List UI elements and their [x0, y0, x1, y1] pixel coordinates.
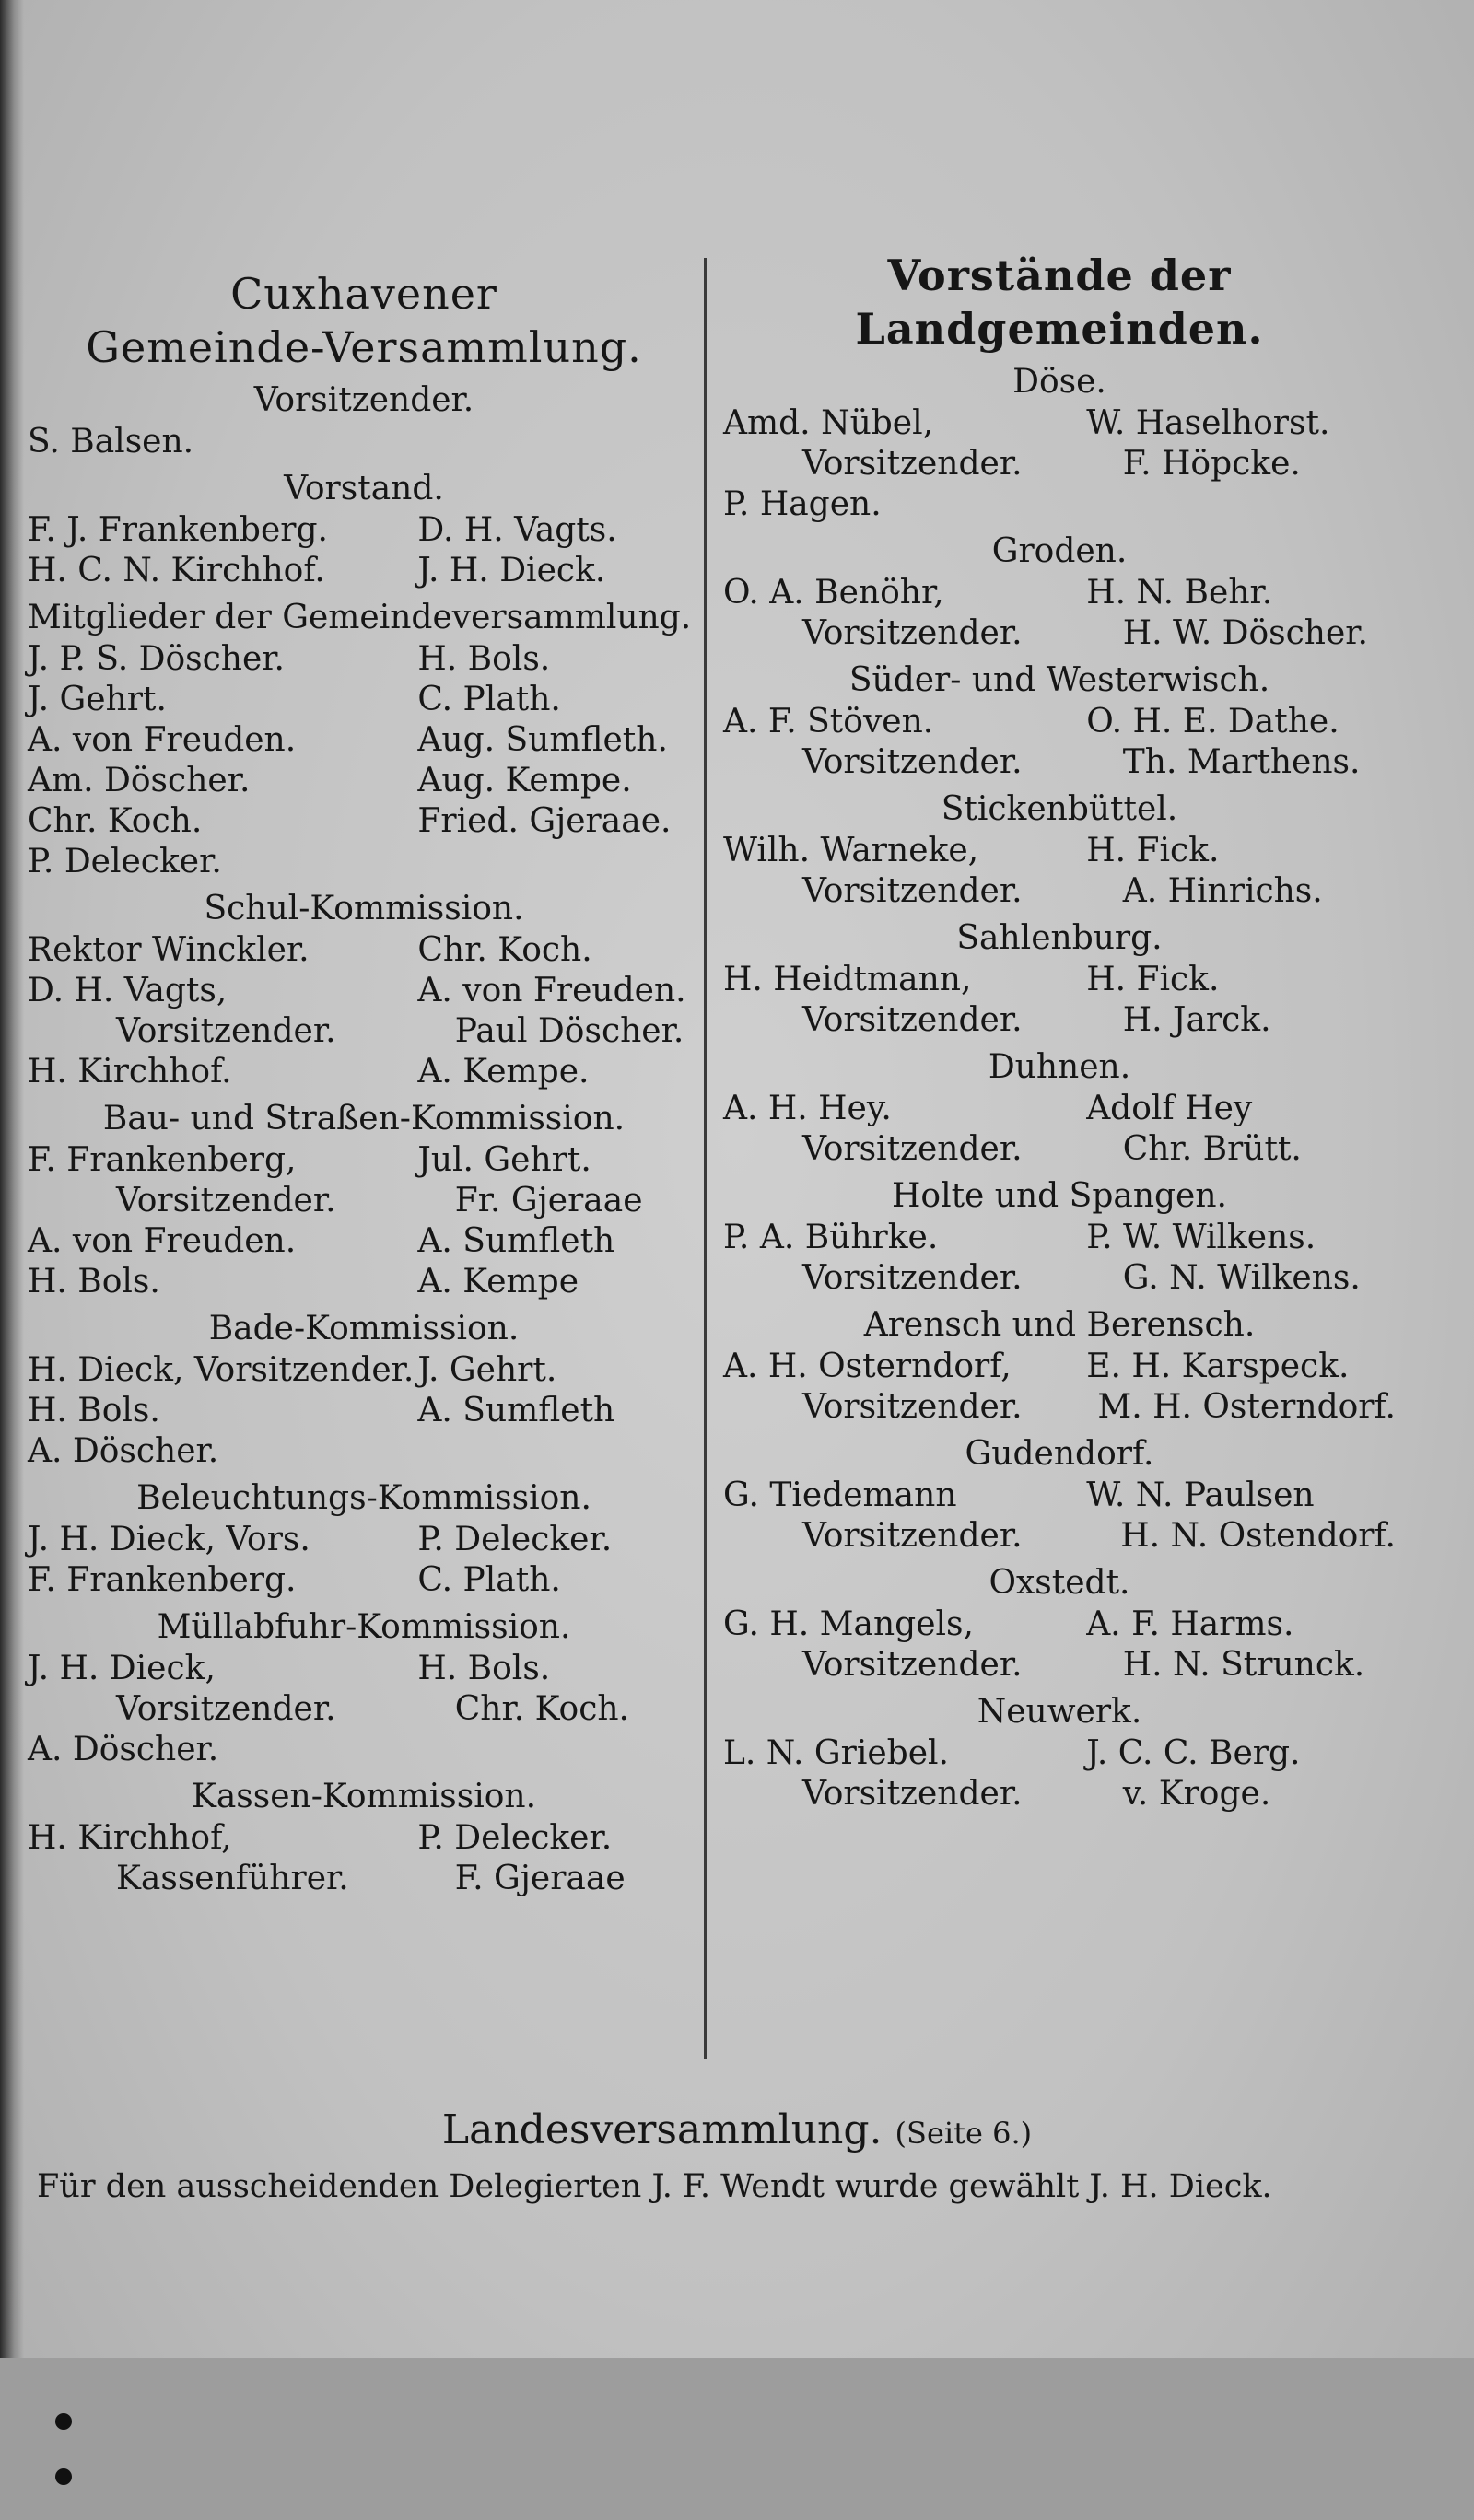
commission-row: A. von Freuden. A. Sumfleth [28, 1222, 615, 1260]
landes-title: Landesversammlung. [441, 2106, 883, 2153]
section-heading: Groden. [991, 532, 1128, 570]
board-member-row [723, 1089, 1396, 1129]
member-name: J. C. C. Berg. [1086, 1734, 1301, 1772]
member-name: Vorsitzender. [802, 1646, 1023, 1684]
member-name: P. Hagen. [723, 485, 882, 523]
section-heading: Oxstedt. [989, 1564, 1130, 1602]
board-member-row [723, 403, 1396, 444]
schul-heading: Schul-Kommission. [204, 890, 524, 928]
commission-row: Vorsitzender. Paul Döscher. [116, 1012, 684, 1050]
page-bottom-margin [0, 2358, 1474, 2520]
council-subtitle: Gemeinde-Versammlung. [86, 322, 642, 372]
commission-row: H. Bols. A. Sumfleth [28, 1392, 615, 1429]
member-name: Amd. Nübel, [723, 404, 934, 442]
member-name: Vorsitzender. [802, 1130, 1023, 1168]
landes-page-ref: (Seite 6.) [895, 2116, 1033, 2151]
member-row: Chr. Koch. Fried. Gjeraae. [28, 802, 672, 840]
section-heading: Döse. [1012, 363, 1106, 401]
section-heading: Gudendorf. [965, 1435, 1154, 1473]
kassen-heading: Kassen-Kommission. [191, 1778, 537, 1815]
commission-row: H. Dieck, Vorsitzender. J. Gehrt. [28, 1351, 557, 1389]
board-member-row [723, 1000, 1396, 1041]
commission-row: Kassenführer. F. Gjeraae [116, 1860, 626, 1897]
member-row: J. Gehrt. C. Plath. [28, 681, 561, 718]
bau-heading: Bau- und Straßen-Kommission. [102, 1100, 626, 1138]
member-name: Vorsitzender. [802, 1259, 1023, 1297]
section-heading: Stickenbüttel. [941, 790, 1178, 828]
member-name: O. H. E. Dathe. [1086, 703, 1339, 741]
bade-heading: Bade-Kommission. [208, 1310, 520, 1348]
commission-row: H. Kirchhof. A. Kempe. [28, 1053, 590, 1091]
board-member-row [723, 1733, 1396, 1774]
member-name: W. N. Paulsen [1086, 1476, 1315, 1514]
board-member-row [723, 1516, 1396, 1557]
member-name: A. H. Hey. [723, 1090, 892, 1127]
member-name: H. N. Behr. [1086, 574, 1273, 612]
section-heading: Duhnen. [988, 1048, 1131, 1086]
member-name: Vorsitzender. [802, 445, 1023, 483]
council-title: Cuxhavener [230, 269, 497, 319]
board-member-row [723, 444, 1396, 484]
commission-row: Vorsitzender. Chr. Koch. [116, 1690, 629, 1728]
member-name: H. N. Ostendorf. [1120, 1517, 1396, 1555]
board-member-row [723, 1476, 1396, 1516]
member-name: G. Tiedemann [723, 1476, 957, 1514]
section-heading: Holte und Spangen. [892, 1177, 1227, 1215]
member-name: O. A. Benöhr, [723, 574, 944, 612]
board-member-row [723, 1218, 1396, 1258]
members-heading: Mitglieder der Gemeindeversammlung. [28, 599, 692, 636]
member-name: A. Hinrichs. [1122, 872, 1323, 910]
member-name: E. H. Karspeck. [1086, 1348, 1350, 1385]
member-name: H. Fick. [1086, 961, 1220, 998]
section-heading: Arensch und Berensch. [863, 1306, 1256, 1344]
landes-heading-line [0, 2105, 1474, 2159]
board-member-row [723, 871, 1396, 912]
board-member-row [723, 1774, 1396, 1814]
member-name: Vorsitzender. [802, 1517, 1023, 1555]
section-heading: Sahlenburg. [956, 919, 1163, 957]
board-member-row [723, 1645, 1396, 1686]
member-name: H. Fick. [1086, 832, 1220, 869]
member-name: G. H. Mangels, [723, 1605, 974, 1643]
board-member-row [723, 613, 1396, 654]
member-name: Vorsitzender. [802, 743, 1023, 781]
member-name: H. W. Döscher. [1122, 614, 1368, 652]
board-member-row [723, 1604, 1396, 1645]
board-member-row [723, 1129, 1396, 1170]
muell-heading: Müllabfuhr-Kommission. [157, 1608, 571, 1646]
member-name: A. H. Osterndorf, [723, 1348, 1012, 1385]
punch-hole-icon [55, 2468, 72, 2485]
commission-row: J. H. Dieck, H. Bols. [28, 1650, 551, 1687]
board-heading: Vorstand. [284, 470, 444, 508]
commission-row: D. H. Vagts, A. von Freuden. [28, 972, 686, 1009]
left-column [28, 267, 700, 1899]
member-row: J. P. S. Döscher. H. Bols. [28, 640, 551, 678]
member-name: Vorsitzender. [802, 1775, 1023, 1813]
member-row: P. Delecker. [28, 843, 222, 881]
commission-row: H. Kirchhof, P. Delecker. [28, 1819, 613, 1857]
chair-name: S. Balsen. [28, 423, 194, 461]
commission-row: Vorsitzender. Fr. Gjeraae [116, 1182, 643, 1219]
board-member-row [723, 573, 1396, 613]
member-name: H. N. Strunck. [1122, 1646, 1365, 1684]
board-member-row [723, 960, 1396, 1000]
chair-heading: Vorsitzender. [253, 381, 474, 419]
member-name: Chr. Brütt. [1122, 1130, 1302, 1168]
section-heading: Neuwerk. [977, 1693, 1142, 1731]
commission-row: J. H. Dieck, Vors. P. Delecker. [28, 1521, 613, 1558]
member-name: Vorsitzender. [802, 1388, 1023, 1426]
commission-row: H. Bols. A. Kempe [28, 1263, 579, 1301]
member-name: G. N. Wilkens. [1122, 1259, 1361, 1297]
member-name: Vorsitzender. [802, 872, 1023, 910]
board-member-row [723, 702, 1396, 742]
right-column [723, 249, 1396, 1814]
board-row: F. J. Frankenberg. D. H. Vagts. [28, 511, 617, 549]
member-row: Am. Döscher. Aug. Kempe. [28, 762, 632, 799]
landes-note: Für den ausscheidenden Delegierten J. F. Wendt wurde gewählt J. H. Dieck. [37, 2168, 1272, 2205]
member-name: Th. Marthens. [1122, 743, 1361, 781]
member-name: P. W. Wilkens. [1086, 1219, 1316, 1256]
section-heading: Süder- und Westerwisch. [848, 661, 1270, 699]
member-name: v. Kroge. [1122, 1775, 1271, 1813]
member-name: F. Höpcke. [1122, 445, 1301, 483]
member-name: W. Haselhorst. [1086, 404, 1330, 442]
board-member-row [723, 484, 1396, 525]
member-name: A. F. Stöven. [723, 703, 934, 741]
beleuchtung-heading: Beleuchtungs-Kommission. [136, 1479, 591, 1517]
member-name [1086, 484, 1396, 525]
member-name: Vorsitzender. [802, 1001, 1023, 1039]
member-name: A. F. Harms. [1086, 1605, 1294, 1643]
member-name: H. Heidtmann, [723, 961, 972, 998]
member-name: P. A. Bührke. [723, 1219, 939, 1256]
column-divider [704, 258, 707, 2059]
board-member-row [723, 742, 1396, 783]
member-name: H. Jarck. [1122, 1001, 1271, 1039]
member-row: A. von Freuden. Aug. Sumfleth. [28, 721, 668, 759]
member-name: Vorsitzender. [802, 614, 1023, 652]
board-member-row [723, 831, 1396, 871]
member-name: Adolf Hey [1086, 1090, 1253, 1127]
rural-sections [723, 361, 1396, 1814]
commission-row: A. Döscher. [28, 1731, 219, 1768]
board-member-row [723, 1258, 1396, 1299]
member-name: L. N. Griebel. [723, 1734, 949, 1772]
member-name: Wilh. Warneke, [723, 832, 979, 869]
board-row: H. C. N. Kirchhof. J. H. Dieck. [28, 552, 606, 589]
commission-row: Rektor Winckler. Chr. Koch. [28, 931, 592, 969]
rural-boards-title: Vorstände der Landgemeinden. [855, 251, 1264, 354]
commission-row: F. Frankenberg. C. Plath. [28, 1561, 561, 1599]
member-name: M. H. Osterndorf. [1097, 1388, 1396, 1426]
commission-row: A. Döscher. [28, 1432, 219, 1470]
commission-row: F. Frankenberg, Jul. Gehrt. [28, 1141, 591, 1179]
punch-hole-icon [55, 2413, 72, 2430]
board-member-row [723, 1347, 1396, 1387]
board-member-row [723, 1387, 1396, 1428]
